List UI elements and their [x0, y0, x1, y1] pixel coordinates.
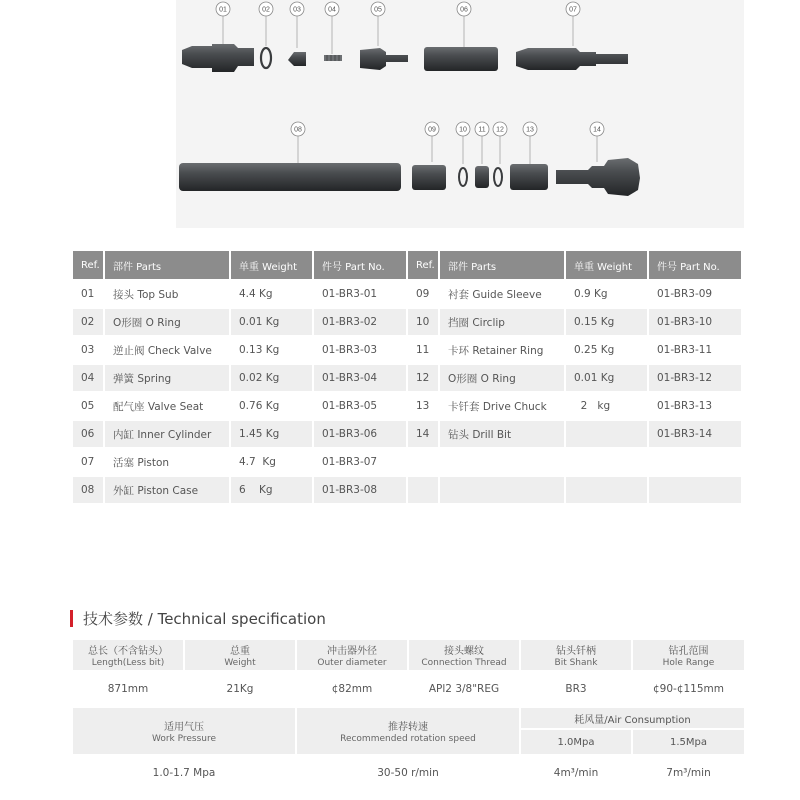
spec-value: 7m³/min: [666, 767, 711, 779]
parts-table: [71, 249, 743, 505]
table-cell: 02: [73, 309, 103, 335]
table-cell: 0.25 Kg: [574, 344, 615, 356]
spec-header-bit-shank: 钻头钎柄 Bit Shank: [521, 640, 631, 670]
valve-seat-part: [360, 48, 408, 70]
callout-label: 06: [460, 6, 468, 14]
table-cell: 4.4 Kg: [239, 288, 273, 300]
table-cell: 6 Kg: [231, 477, 312, 503]
table-cell: [408, 477, 438, 503]
table-cell: 1.45 Kg: [231, 421, 312, 447]
table-cell: [440, 477, 564, 503]
check-valve-part: [288, 52, 306, 66]
table-row: [73, 393, 741, 419]
table-cell: 内缸 Inner Cylinder: [105, 421, 229, 447]
table-cell: 10: [408, 309, 438, 335]
table-cell: [440, 449, 564, 475]
spec-value: 30-50 r/min: [377, 767, 439, 779]
heading-accent-bar: [70, 610, 73, 627]
table-cell: 01-BR3-03: [322, 344, 378, 356]
table-cell: 07: [81, 456, 95, 468]
spec-header-weight: 总重 Weight: [185, 640, 295, 670]
table-cell: 01-BR3-12: [649, 365, 741, 391]
table-cell: 14: [408, 421, 438, 447]
spec-header-work-pressure: 适用气压 Work Pressure: [73, 708, 295, 754]
table-cell: 2 kg: [574, 400, 611, 412]
table-cell: 01-BR3-04: [314, 365, 406, 391]
circlip-part: [459, 168, 467, 186]
callout-label: 07: [569, 6, 577, 14]
callout-label: 05: [374, 6, 382, 14]
spec-header-rotation-speed: 推荐转速 Recommended rotation speed: [297, 708, 519, 754]
table-cell: 0.13 Kg: [239, 344, 280, 356]
table-row: [73, 365, 741, 391]
callout-label: 09: [428, 126, 436, 134]
table-cell: 08: [73, 477, 103, 503]
table-cell: 01-BR3-07: [322, 456, 378, 468]
table-row: [73, 281, 741, 307]
callout-label: 04: [328, 6, 336, 14]
spec-value: BR3: [565, 683, 587, 695]
table-cell: 卡环 Retainer Ring: [448, 344, 544, 357]
table-row: [73, 309, 741, 335]
table-cell: 13: [416, 400, 430, 412]
table-cell: 逆止阀 Check Valve: [113, 344, 212, 357]
callout-label: 13: [526, 126, 534, 134]
table-cell: 01: [81, 288, 95, 300]
table-cell: 接头 Top Sub: [113, 288, 179, 301]
spec-value: ¢90-¢115mm: [652, 683, 724, 695]
table-cell: 配气座 Valve Seat: [113, 400, 204, 413]
table-cell: 01-BR3-01: [322, 288, 378, 300]
table-cell: 0.76 Kg: [239, 400, 280, 412]
table-cell: 0.15 Kg: [566, 309, 647, 335]
table-cell: 钻头 Drill Bit: [440, 421, 564, 447]
table-cell: 06: [73, 421, 103, 447]
drive-chuck-part: [510, 164, 548, 190]
callout-label: 12: [496, 126, 504, 134]
table-cell: [566, 449, 647, 475]
table-cell: O形圈 O Ring: [105, 309, 229, 335]
table-cell: 0.9 Kg: [574, 288, 608, 300]
spec-header-outer-diameter: 冲击器外径 Outer diameter: [297, 640, 407, 670]
table-cell: 0.01 Kg: [566, 365, 647, 391]
o-ring-part: [261, 48, 271, 68]
table-cell: 外缸 Piston Case: [105, 477, 229, 503]
spec-header-connection-thread: 接头螺纹 Connection Thread: [409, 640, 519, 670]
piston-case-part: [179, 163, 401, 191]
spec-value: 4m³/min: [553, 767, 599, 779]
column-header: 单重 Weight: [231, 251, 312, 279]
table-cell: 衬套 Guide Sleeve: [448, 288, 542, 301]
callout-label: 14: [593, 126, 601, 134]
table-cell: 01-BR3-06: [314, 421, 406, 447]
table-row: [73, 449, 741, 475]
spec-value: 1.0-1.7 Mpa: [152, 767, 216, 779]
callout-label: 08: [294, 126, 302, 134]
table-cell: [408, 449, 438, 475]
table-cell: 0.02 Kg: [231, 365, 312, 391]
drill-bit-part: [556, 158, 640, 196]
spec-value: 21Kg: [226, 683, 254, 695]
table-cell: [649, 449, 741, 475]
spec-header-row-2: [73, 708, 744, 728]
spec-subheader: 1.5Mpa: [633, 730, 744, 754]
table-cell: 01-BR3-14: [649, 421, 741, 447]
table-row: [73, 337, 741, 363]
spec-value-row-2: [73, 756, 744, 790]
guide-sleeve-part: [412, 165, 446, 190]
table-cell: 弹簧 Spring: [105, 365, 229, 391]
table-cell: [566, 421, 647, 447]
table-row: [73, 421, 741, 447]
table-cell: 0.01 Kg: [231, 309, 312, 335]
table-cell: 活塞 Piston: [113, 456, 170, 469]
spec-value: ¢82mm: [331, 683, 373, 695]
parts-table-header-row: [73, 251, 741, 279]
table-cell: 04: [73, 365, 103, 391]
spec-value: 871mm: [107, 683, 149, 695]
parts-illustration: [176, 0, 744, 228]
table-cell: 01-BR3-05: [322, 400, 378, 412]
table-cell: [649, 477, 741, 503]
spec-subheader: 1.0Mpa: [521, 730, 631, 754]
callout-label: 11: [478, 126, 486, 134]
spec-heading: [70, 608, 326, 628]
table-cell: 01-BR3-02: [314, 309, 406, 335]
spec-header-hole-range: 钻孔范围 Hole Range: [633, 640, 744, 670]
table-cell: 01-BR3-11: [657, 344, 713, 356]
callout-label: 01: [219, 6, 227, 14]
spec-value: APl2 3/8"REG: [428, 683, 500, 695]
spec-header-row: [73, 640, 744, 670]
spec-value-row: [73, 672, 744, 706]
column-header: Ref.: [408, 251, 438, 279]
table-cell: 05: [81, 400, 95, 412]
table-cell: 01-BR3-13: [657, 400, 713, 412]
table-cell: 卡钎套 Drive Chuck: [448, 400, 547, 413]
table-row: [73, 477, 741, 503]
column-header: 单重 Weight: [566, 251, 647, 279]
callout-label: 03: [293, 6, 301, 14]
table-cell: 11: [416, 344, 430, 356]
column-header: 部件 Parts: [105, 251, 229, 279]
callout-label: 02: [262, 6, 270, 14]
table-cell: 12: [408, 365, 438, 391]
retainer-ring-part: [475, 166, 489, 188]
top-sub-part: [182, 44, 254, 72]
callout-label: 10: [459, 126, 467, 134]
piston-part: [516, 48, 628, 70]
column-header: 部件 Parts: [440, 251, 564, 279]
inner-cylinder-part: [424, 47, 498, 71]
exploded-parts-diagram: [176, 0, 744, 228]
column-header: 件号 Part No.: [314, 251, 406, 279]
table-cell: 挡圈 Circlip: [440, 309, 564, 335]
o-ring-part: [494, 168, 502, 186]
spec-heading-text: 技术参数 / Technical specification: [83, 609, 326, 628]
table-cell: [566, 477, 647, 503]
table-cell: 4.7 Kg: [239, 456, 276, 468]
column-header: Ref.: [73, 251, 103, 279]
spec-header-length: 总长（不含钻头） Length(Less bit): [73, 640, 183, 670]
spec-header-air-consumption: 耗风量/Air Consumption: [521, 708, 744, 728]
table-cell: 01-BR3-08: [314, 477, 406, 503]
spec-table: [71, 638, 746, 792]
table-cell: 09: [416, 288, 430, 300]
table-cell: 01-BR3-09: [657, 288, 713, 300]
column-header: 件号 Part No.: [649, 251, 741, 279]
table-cell: 01-BR3-10: [649, 309, 741, 335]
table-cell: 03: [81, 344, 95, 356]
table-cell: O形圈 O Ring: [440, 365, 564, 391]
